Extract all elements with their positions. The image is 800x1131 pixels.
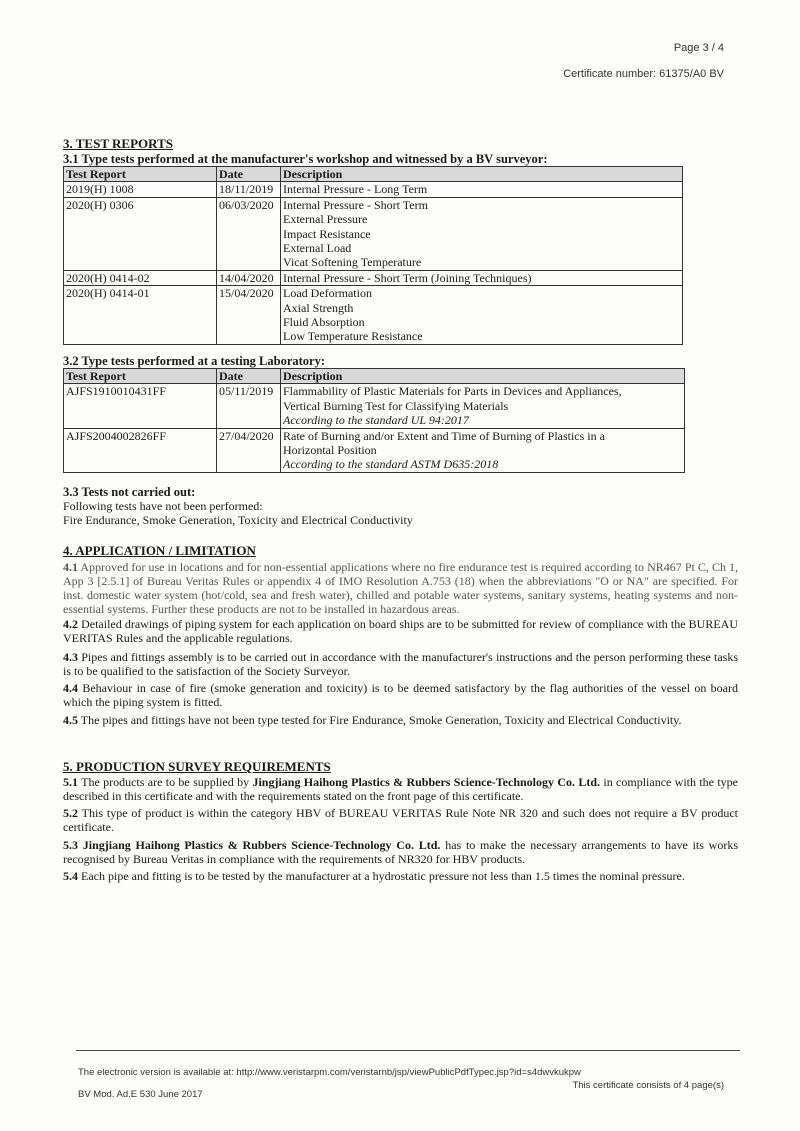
paragraph-4-5: 4.5 The pipes and fittings have not been type tested for Fire Endurance, Smoke Generation, Toxicity and Electrical Conductivity. <box>63 713 682 727</box>
standard-reference: According to the standard ASTM D635:2018 <box>283 457 499 472</box>
date-cell: 05/11/2019 <box>217 384 281 428</box>
col-description: Description <box>281 369 685 384</box>
company-name: Jingjiang Haihong Plastics & Rubbers Science-Technology Co. Ltd. <box>82 838 441 852</box>
page-count: This certificate consists of 4 page(s) <box>572 1080 724 1091</box>
col-description: Description <box>281 167 683 182</box>
not-performed-list: Fire Endurance, Smoke Generation, Toxicity and Electrical Conductivity <box>63 513 413 527</box>
col-date: Date <box>217 167 281 182</box>
section5-title: 5. PRODUCTION SURVEY REQUIREMENTS <box>63 759 331 774</box>
paragraph-4-4: 4.4 Behaviour in case of fire (smoke generation and toxicity) is to be deemed satisfactory by the flag authorities of the vessel on board which the piping system is fitted. <box>63 681 739 709</box>
paragraph-5-4: 5.4 Each pipe and fitting is to be tested by the manufacturer at a hydrostatic pressure not less than 1.5 times the nominal pressure. <box>63 869 685 883</box>
section3-1-title: 3.1 Type tests performed at the manufacturer's workshop and witnessed by a BV surveyor: <box>63 152 548 166</box>
date-cell: 14/04/2020 <box>217 270 281 285</box>
company-name: Jingjiang Haihong Plastics & Rubbers Science-Technology Co. Ltd. <box>252 775 601 789</box>
table-row <box>64 270 683 285</box>
paragraph-4-1: 4.1 Approved for use in locations and for non-essential applications where no fire endurance test is required according to NR467 Pt C, Ch 1, App 3 [2.5.1] of Bureau Veritas Rules or appendix 4 of IMO Resolution A.753 (18) when the abbreviations "O or NA" are specified. For inst. domestic water system (hot/cold, sea and fresh water), chilled and potable water systems, sanitary systems, heating systems and non-essential systems. Further these products are not to be installed in hazardous areas. <box>63 560 738 616</box>
paragraph-5-3: 5.3 Jingjiang Haihong Plastics & Rubbers Science-Technology Co. Ltd. has to make the necessary arrangements to have its works recognised by Bureau Veritas in compliance with the requirements of NR320 for HBV products. <box>63 838 739 866</box>
not-performed-intro: Following tests have not been performed: <box>63 499 263 513</box>
section3-title: 3. TEST REPORTS <box>63 136 173 151</box>
table-row <box>64 182 683 197</box>
table-row <box>64 428 685 472</box>
laboratory-tests-table <box>63 368 685 473</box>
section3-2-title: 3.2 Type tests performed at a testing Laboratory: <box>63 354 325 368</box>
table-row <box>64 286 683 345</box>
col-test-report: Test Report <box>64 369 217 384</box>
standard-reference: According to the standard UL 94:2017 <box>283 413 469 428</box>
report-cell: 2020(H) 0414-01 <box>64 286 217 345</box>
date-cell: 06/03/2020 <box>217 197 281 270</box>
page-number: Page 3 / 4 <box>673 42 724 54</box>
table-row <box>64 197 683 270</box>
section4-title: 4. APPLICATION / LIMITATION <box>63 543 256 558</box>
report-cell: 2020(H) 0306 <box>64 197 217 270</box>
description-cell: Internal Pressure - Short Term External Pressure Impact Resistance External Load Vicat Softening Temperature <box>281 197 683 270</box>
paragraph-5-1: 5.1 The products are to be supplied by Jingjiang Haihong Plastics & Rubbers Science-Technology Co. Ltd. in compliance with the type described in this certificate and with the requirements stated on the front page of this certificate. <box>63 775 739 803</box>
paragraph-5-2: 5.2 This type of product is within the category HBV of BUREAU VERITAS Rule Note NR 320 and such does not require a BV product certificate. <box>63 806 738 834</box>
col-test-report: Test Report <box>64 167 217 182</box>
table-row <box>64 384 685 428</box>
form-reference: BV Mod. Ad.E 530 June 2017 <box>78 1089 203 1100</box>
date-cell: 18/11/2019 <box>217 182 281 197</box>
table-header-row <box>64 167 683 182</box>
electronic-version-link[interactable]: The electronic version is available at: http://www.veristarpm.com/veristarnb/jsp/viewPublicPdfTypec.jsp?id=s4dwvkukpw <box>78 1067 581 1078</box>
col-date: Date <box>217 369 281 384</box>
description-cell: Internal Pressure - Short Term (Joining Techniques) <box>281 270 683 285</box>
manufacturer-tests-table <box>63 166 683 345</box>
description-cell: Internal Pressure - Long Term <box>281 182 683 197</box>
description-cell: Load Deformation Axial Strength Fluid Absorption Low Temperature Resistance <box>281 286 683 345</box>
date-cell: 27/04/2020 <box>217 428 281 472</box>
description-cell: Flammability of Plastic Materials for Parts in Devices and Appliances, Vertical Burning Test for Classifying Materials According to the standard UL 94:2017 <box>281 384 685 428</box>
report-cell: AJFS2004002826FF <box>64 428 217 472</box>
footer-divider <box>76 1050 740 1051</box>
certificate-number: Certificate number: 61375/A0 BV <box>563 68 724 80</box>
report-cell: 2019(H) 1008 <box>64 182 217 197</box>
table-header-row <box>64 369 685 384</box>
paragraph-4-2: 4.2 Detailed drawings of piping system for each application on board ships are to be submitted for review of compliance with the BUREAU VERITAS Rules and the applicable regulations. <box>63 617 738 645</box>
date-cell: 15/04/2020 <box>217 286 281 345</box>
report-cell: AJFS1910010431FF <box>64 384 217 428</box>
section3-3-title: 3.3 Tests not carried out: <box>63 485 196 499</box>
report-cell: 2020(H) 0414-02 <box>64 270 217 285</box>
paragraph-4-3: 4.3 Pipes and fittings assembly is to be carried out in accordance with the manufacturer's instructions and the person performing these tasks is to be qualified to the satisfaction of the Society Surveyor. <box>63 650 739 678</box>
description-cell: Rate of Burning and/or Extent and Time of Burning of Plastics in a Horizontal Position According to the standard ASTM D635:2018 <box>281 428 685 472</box>
